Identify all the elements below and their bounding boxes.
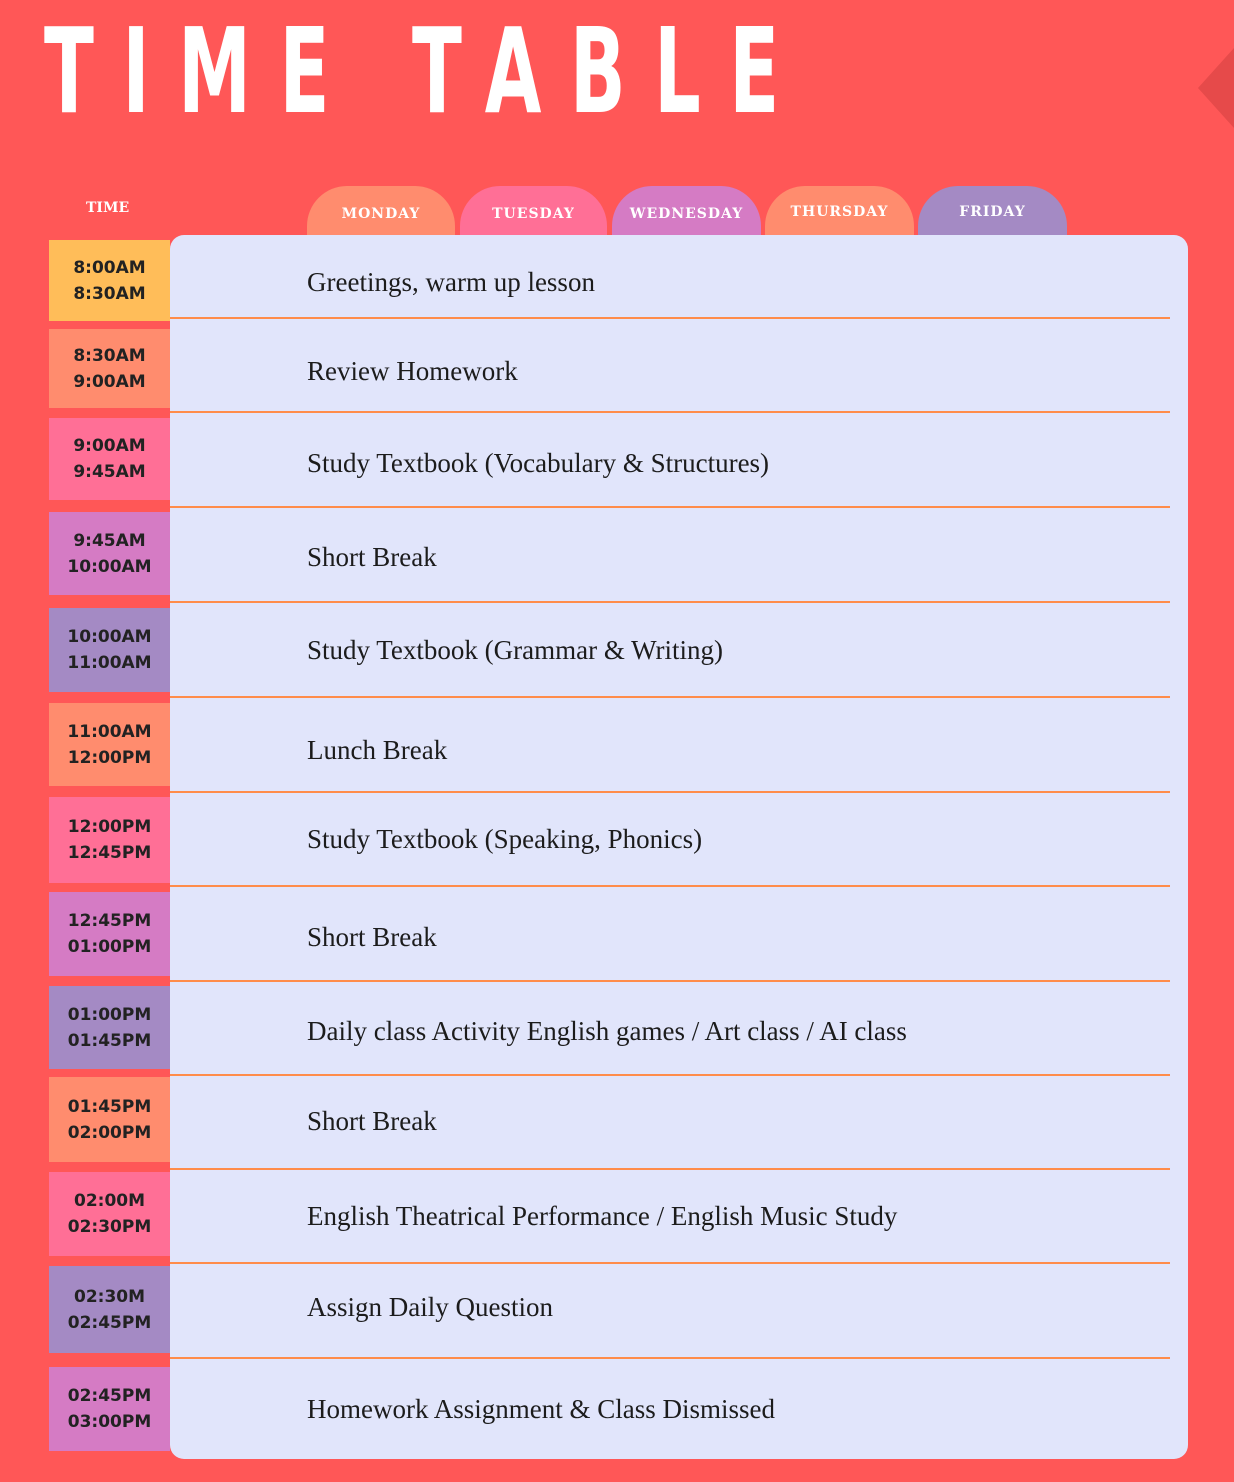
time-end: 9:00AM: [73, 371, 146, 392]
time-slot: [49, 418, 170, 500]
time-start: 8:30AM: [73, 345, 146, 366]
time-slot: [49, 1266, 170, 1353]
time-end: 02:30PM: [67, 1217, 152, 1237]
time-end: 12:45PM: [67, 843, 152, 863]
time-start: 12:00PM: [67, 817, 152, 837]
activity-text: Short Break: [307, 542, 437, 572]
time-start: 11:00AM: [67, 721, 152, 742]
time-start: 9:00AM: [73, 436, 146, 456]
time-slot: [49, 1172, 170, 1256]
activity-text: Daily class Activity English games / Art class / AI class: [307, 1016, 907, 1046]
row-divider: [170, 506, 1170, 508]
page-title: TIME TABLE: [44, 2, 808, 140]
activity-text: Homework Assignment & Class Dismissed: [307, 1394, 776, 1424]
time-column-header: TIME: [86, 200, 130, 216]
corner-decoration: [1198, 48, 1234, 128]
row-divider: [170, 1357, 1170, 1359]
activity-text: English Theatrical Performance / English Music Study: [307, 1201, 898, 1231]
activity-text: Greetings, warm up lesson: [307, 267, 595, 297]
activity-text: Short Break: [307, 1106, 437, 1136]
activity-text: Study Textbook (Vocabulary & Structures): [307, 448, 770, 478]
row-divider: [170, 980, 1170, 982]
tab-monday[interactable]: MONDAY: [307, 186, 455, 238]
time-slot: [49, 1367, 170, 1451]
time-slot: [49, 512, 170, 595]
time-slot: [49, 703, 170, 786]
time-start: 02:45PM: [67, 1386, 152, 1406]
activity-text: Lunch Break: [307, 735, 448, 765]
row-divider: [170, 885, 1170, 887]
row-divider: [170, 1262, 1170, 1264]
time-end: 12:00PM: [67, 747, 152, 768]
time-start: 01:00PM: [67, 1004, 152, 1025]
time-start: 02:30M: [73, 1286, 146, 1307]
activity-text: Study Textbook (Grammar & Writing): [307, 635, 723, 665]
row-divider: [170, 317, 1170, 319]
time-slot: [49, 986, 170, 1069]
time-end: 03:00PM: [67, 1412, 152, 1432]
row-divider: [170, 696, 1170, 698]
time-slot: [49, 797, 170, 883]
time-end: 8:30AM: [73, 283, 146, 304]
time-slot: [49, 608, 170, 692]
time-end: 02:45PM: [67, 1312, 152, 1333]
time-slot: [49, 1077, 170, 1162]
time-start: 01:45PM: [67, 1096, 152, 1117]
row-divider: [170, 1168, 1170, 1170]
time-slot: [49, 240, 170, 321]
activity-text: Short Break: [307, 922, 437, 952]
activity-text: Review Homework: [307, 356, 518, 386]
row-divider: [170, 1074, 1170, 1076]
time-start: 8:00AM: [73, 257, 146, 278]
time-slot: [49, 329, 170, 408]
time-end: 11:00AM: [67, 653, 152, 673]
tab-friday[interactable]: FRIDAY: [918, 186, 1067, 238]
time-start: 9:45AM: [73, 530, 146, 551]
time-end: 01:45PM: [67, 1030, 152, 1051]
activity-text: Assign Daily Question: [307, 1292, 553, 1322]
tab-thursday[interactable]: THURSDAY: [765, 186, 914, 238]
time-slot: [49, 892, 170, 976]
time-end: 10:00AM: [67, 556, 152, 577]
row-divider: [170, 791, 1170, 793]
time-start: 02:00M: [73, 1191, 146, 1211]
time-start: 12:45PM: [67, 911, 152, 931]
time-end: 02:00PM: [67, 1122, 152, 1143]
activity-text: Study Textbook (Speaking, Phonics): [307, 824, 703, 854]
time-end: 9:45AM: [73, 462, 146, 482]
row-divider: [170, 411, 1170, 413]
time-end: 01:00PM: [67, 937, 152, 957]
row-divider: [170, 601, 1170, 603]
time-start: 10:00AM: [67, 627, 152, 647]
tab-tuesday[interactable]: TUESDAY: [460, 186, 607, 238]
tab-wednesday[interactable]: WEDNESDAY: [612, 186, 761, 238]
